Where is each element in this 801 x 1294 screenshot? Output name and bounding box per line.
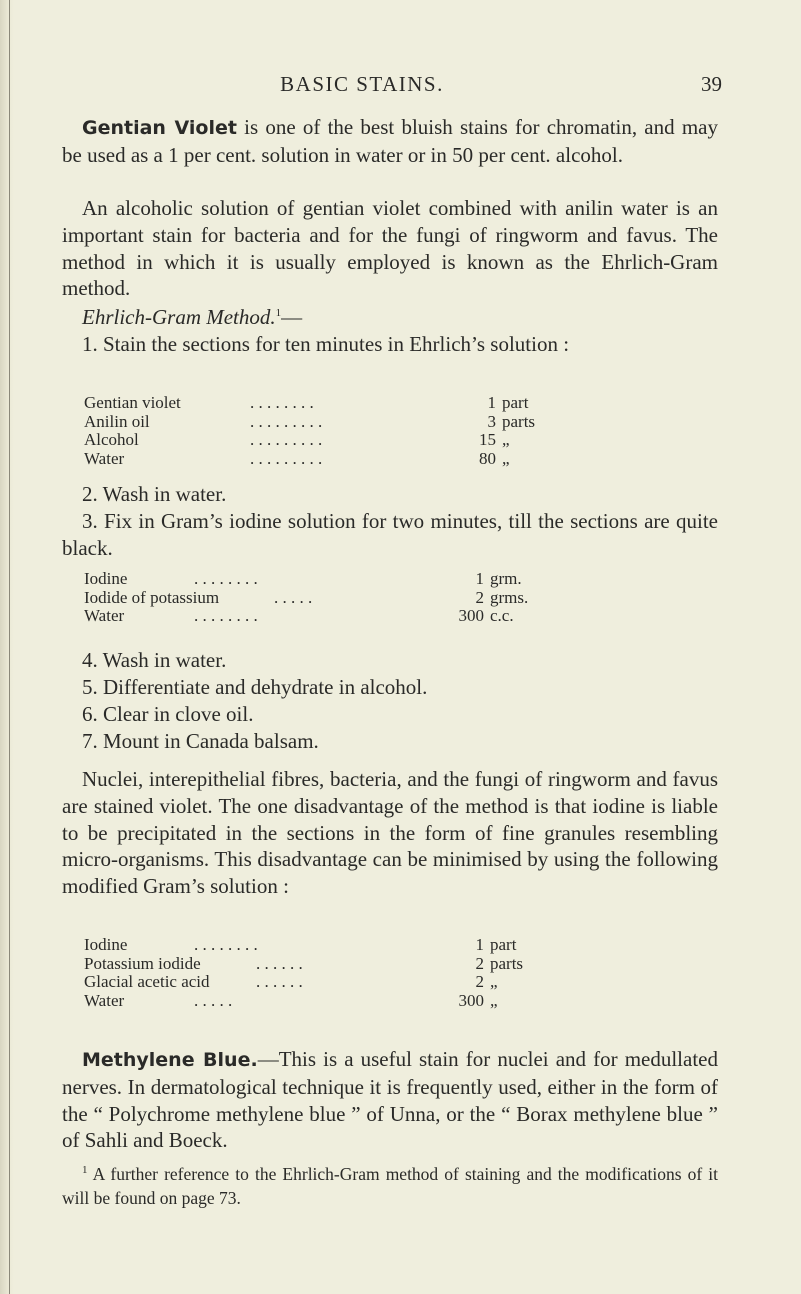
page-binding-edge: [9, 0, 10, 1294]
leader-dots: . . . . . . . .: [194, 606, 258, 626]
leader-dots: . . . . . . . .: [194, 569, 258, 588]
footnote: [62, 1162, 718, 1210]
ingredient-quantity: 300: [458, 606, 484, 626]
paragraph-gentian-violet: [62, 114, 718, 169]
leader-dots: . . . . .: [194, 990, 233, 1010]
step-7: [62, 728, 718, 755]
ingredient-name: Iodine: [84, 935, 128, 954]
term-methylene-blue: Methylene Blue.: [82, 1049, 258, 1071]
table-row: [84, 992, 704, 1011]
table-row: [84, 973, 704, 992]
method-heading: [62, 304, 718, 331]
ingredient-name: Iodide of potassium: [84, 587, 220, 607]
table-row: [84, 589, 704, 608]
ingredient-name: Water: [84, 990, 125, 1010]
leader-dots: . . . . .: [274, 587, 313, 607]
ingredient-unit: part: [490, 935, 517, 954]
ingredient-unit: grms.: [490, 587, 529, 607]
table-row: [84, 955, 704, 974]
ingredient-unit: „: [490, 972, 498, 992]
term-gentian-violet: Gentian Violet: [82, 117, 237, 139]
table-row: [84, 431, 704, 450]
method-title: Ehrlich-Gram Method.: [82, 305, 276, 329]
paragraph-methylene-blue: [62, 1046, 718, 1154]
step-text: 2. Wash in water.: [82, 482, 227, 506]
leader-dots: . . . . . . . .: [250, 393, 314, 412]
ingredient-name: Iodine: [84, 569, 128, 588]
ingredient-quantity: 1: [487, 393, 496, 412]
ingredient-unit: parts: [502, 411, 536, 431]
table-row: [84, 570, 704, 589]
paragraph-text: An alcoholic solution of gentian violet combined with anilin water is an important stain for bacteria and for the fungi of ringworm and favus. The method in which it is usually employed is known as the Ehrlich-Gram method.: [62, 196, 718, 301]
ingredient-quantity: 2: [475, 953, 484, 973]
paragraph-text: Nuclei, interepithelial fibres, bacteria, and the fungi of ringworm and favus are stained violet. The one disadvantage of the method is that iodine is liable to be precipitated in the sections in the form of fine granules resembling micro-organisms. This disadvantage can be minimised by using the following modified Gram’s solution :: [62, 767, 718, 899]
table-row: [84, 450, 704, 469]
heading-dash: —: [281, 305, 303, 329]
step-text: 3. Fix in Gram’s iodine solution for two minutes, till the sections are quite black.: [62, 509, 718, 560]
footnote-ref: 1: [275, 307, 282, 319]
ingredient-name: Water: [84, 606, 125, 626]
step-text: 1. Stain the sections for ten minutes in Ehrlich’s solution :: [82, 332, 570, 356]
leader-dots: . . . . . . . . .: [250, 411, 323, 431]
table-row: [84, 607, 704, 626]
paragraph-text: —This is a useful stain for nuclei and for medullated nerves. In dermatological technique it is frequently used, either in the form of the “ Polychrome methylene blue ” of Unna, or the “ Borax methylene blue ” of Sahli and Boeck.: [62, 1047, 718, 1153]
ingredient-unit: part: [502, 393, 529, 412]
step-text: 7. Mount in Canada balsam.: [82, 729, 319, 753]
ingredient-name: Potassium iodide: [84, 953, 201, 973]
ingredient-unit: grm.: [490, 569, 522, 588]
leader-dots: . . . . . . . . .: [250, 430, 323, 450]
step-2: [62, 481, 718, 508]
ingredient-quantity: 1: [475, 935, 484, 954]
recipe-table-modified-gram: [84, 936, 704, 1010]
ingredient-quantity: 15: [479, 430, 496, 450]
paragraph-text: is one of the best bluish stains for chromatin, and may be used as a 1 per cent. solution in water or in 50 per cent. alcohol.: [62, 115, 718, 167]
ingredient-quantity: 1: [475, 569, 484, 588]
table-row: [84, 394, 704, 413]
paragraph-alcoholic-solution: [62, 195, 718, 302]
ingredient-name: Gentian violet: [84, 393, 181, 412]
table-row: [84, 936, 704, 955]
step-6: [62, 701, 718, 728]
step-text: 4. Wash in water.: [82, 648, 227, 672]
ingredient-name: Anilin oil: [84, 411, 150, 431]
leader-dots: . . . . . . . . .: [250, 448, 323, 468]
page-binding-shadow: [0, 0, 14, 1294]
page-number: 39: [701, 72, 722, 96]
step-4: [62, 647, 718, 674]
step-3: [62, 508, 718, 562]
leader-dots: . . . . . .: [256, 972, 303, 992]
ingredient-quantity: 2: [475, 587, 484, 607]
ingredient-name: Alcohol: [84, 430, 139, 450]
step-text: 6. Clear in clove oil.: [82, 702, 254, 726]
ingredient-name: Glacial acetic acid: [84, 972, 210, 992]
ingredient-quantity: 3: [487, 411, 496, 431]
step-text: 5. Differentiate and dehydrate in alcohol.: [82, 675, 428, 699]
paragraph-nuclei: [62, 766, 718, 900]
ingredient-quantity: 80: [479, 448, 496, 468]
ingredient-name: Water: [84, 448, 125, 468]
running-title: BASIC STAINS.: [280, 72, 444, 96]
ingredient-unit: c.c.: [490, 606, 514, 626]
step-5: [62, 674, 718, 701]
ingredient-unit: parts: [490, 953, 524, 973]
recipe-table-gram-iodine: [84, 570, 704, 626]
running-head: [62, 72, 722, 98]
recipe-table-ehrlich: [84, 394, 704, 468]
ingredient-unit: „: [502, 448, 510, 468]
ingredient-unit: „: [502, 430, 510, 450]
leader-dots: . . . . . .: [256, 953, 303, 973]
ingredient-unit: „: [490, 990, 498, 1010]
table-row: [84, 413, 704, 432]
leader-dots: . . . . . . . .: [194, 935, 258, 954]
ingredient-quantity: 300: [458, 990, 484, 1010]
footnote-mark: 1: [82, 1164, 88, 1177]
step-1: [62, 331, 718, 358]
ingredient-quantity: 2: [475, 972, 484, 992]
footnote-text: A further reference to the Ehrlich-Gram method of staining and the modifications of it will be found on page 73.: [62, 1164, 718, 1208]
